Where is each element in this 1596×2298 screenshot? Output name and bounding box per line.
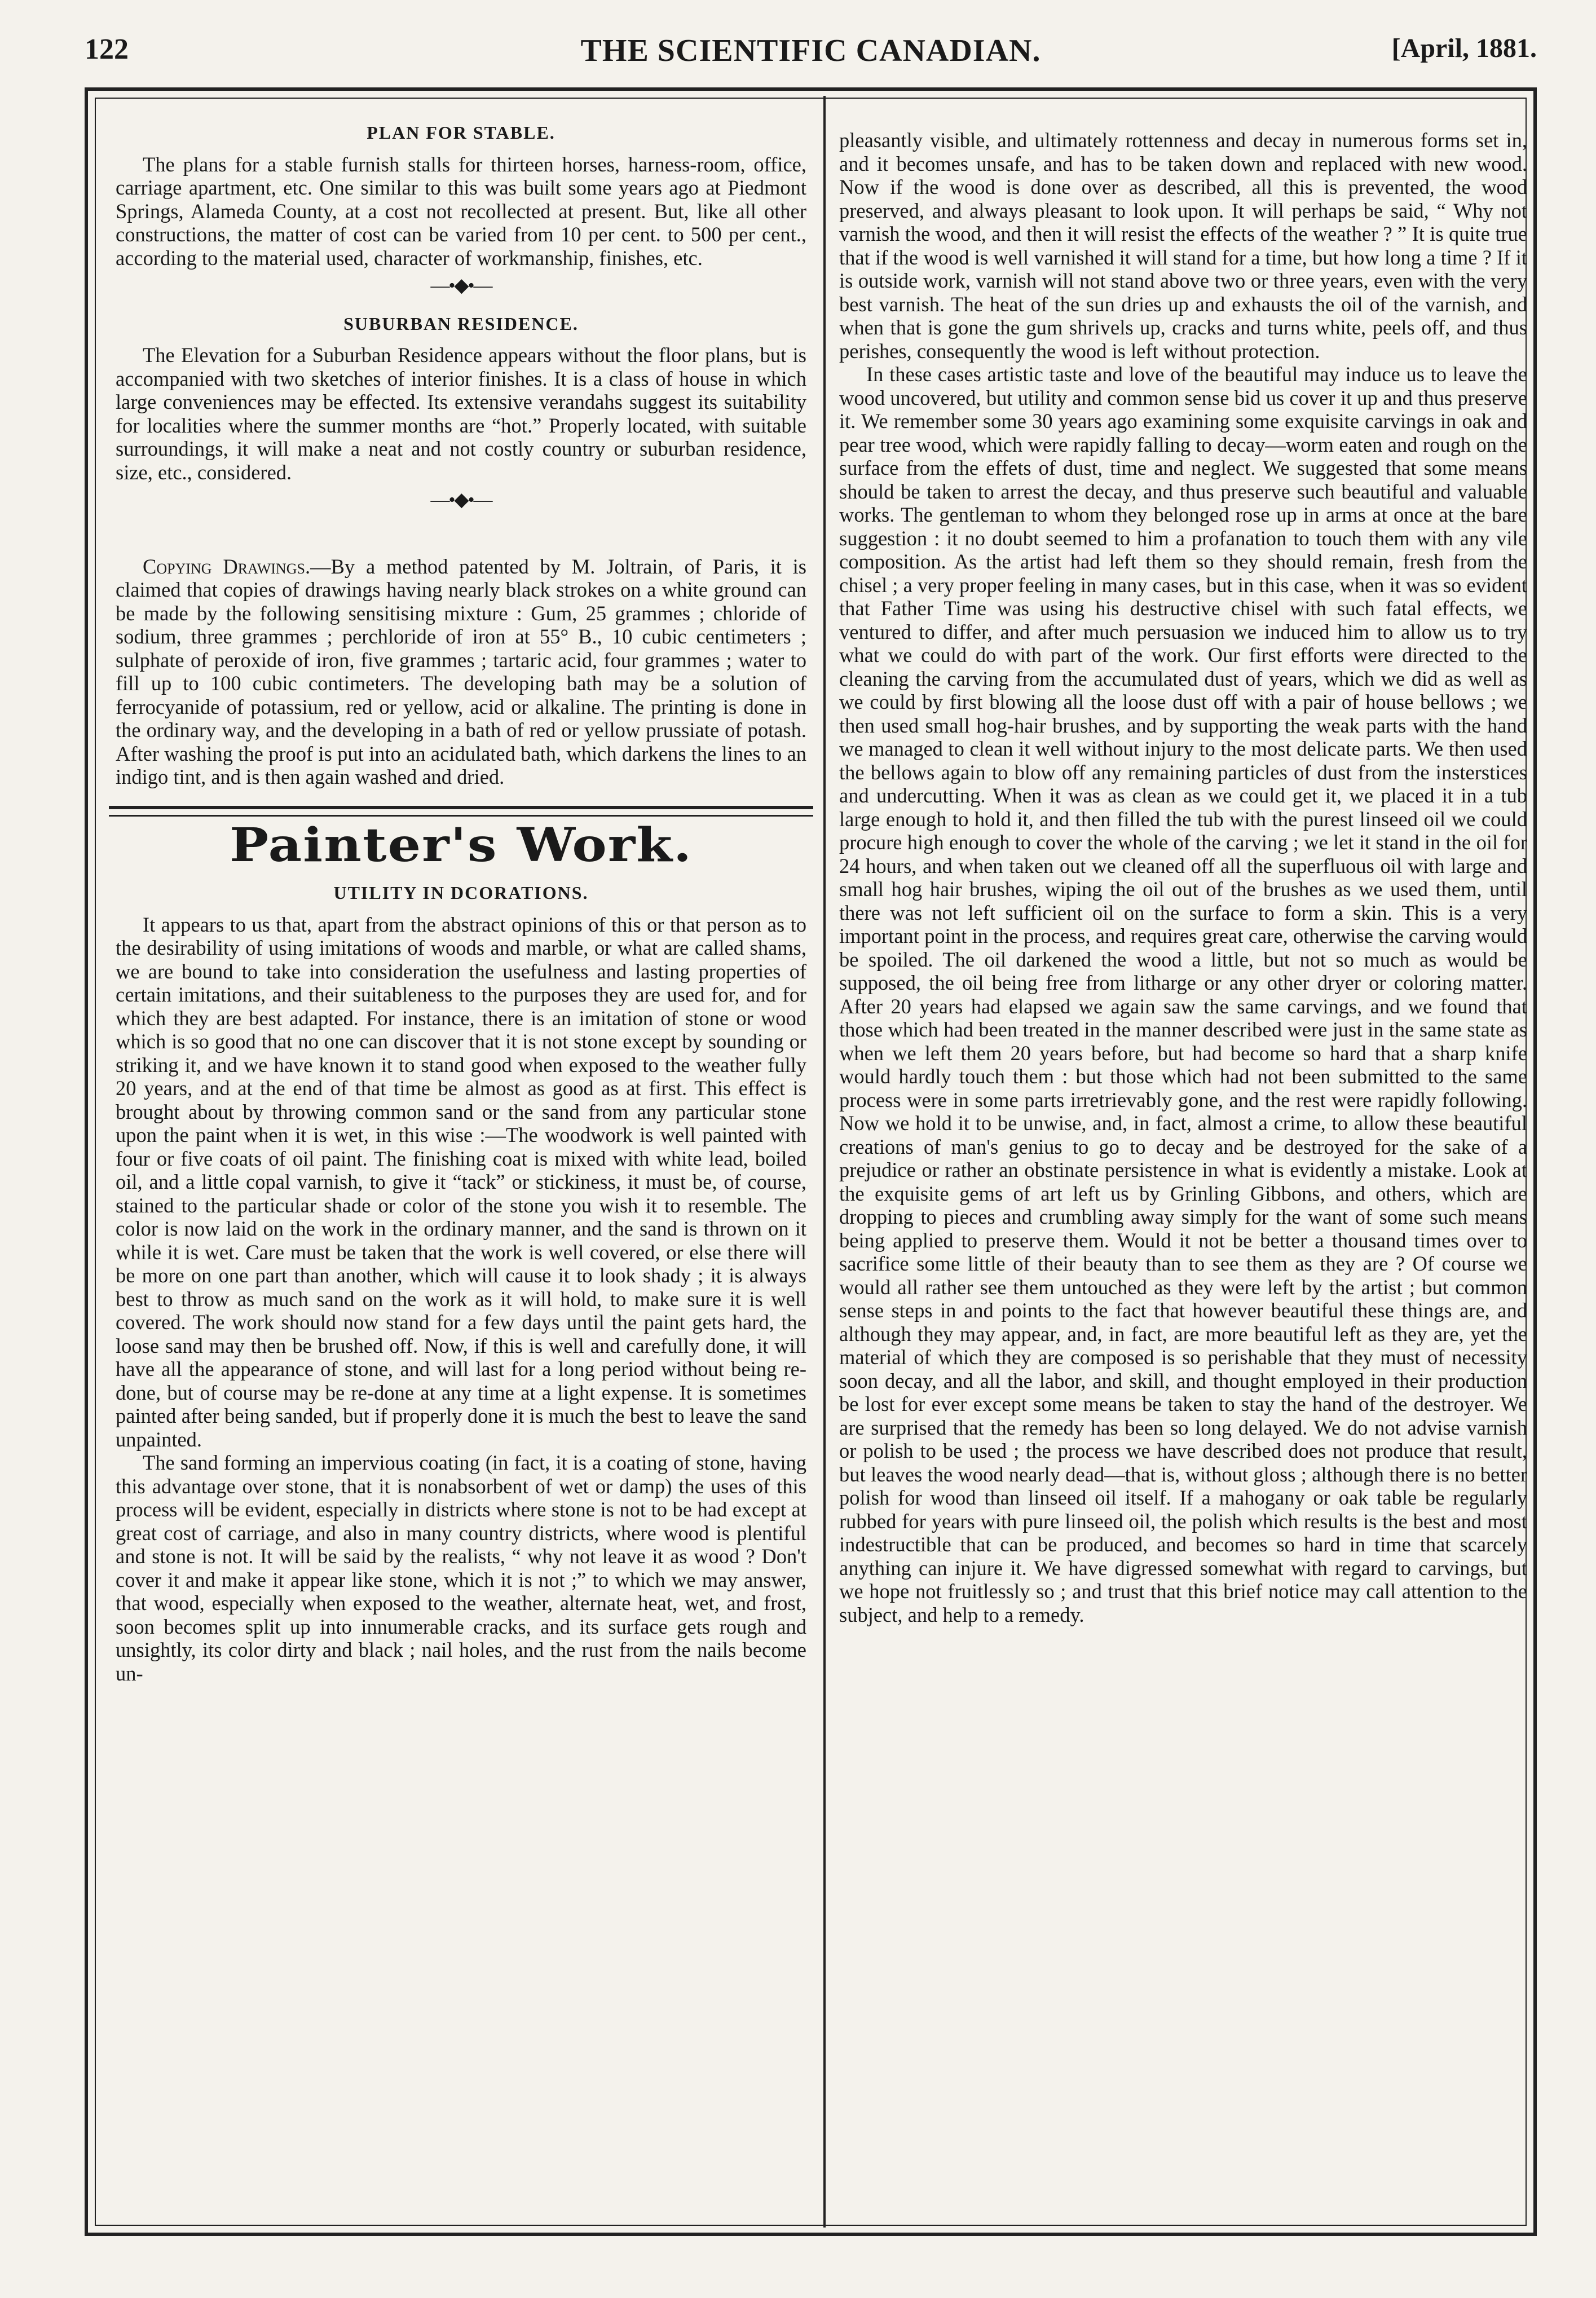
column-divider xyxy=(823,96,826,2228)
suburban-paragraph: The Elevation for a Suburban Residence appears without the floor plans, but is accompanied with two sketches of interior finishes. It is a class of house in which large conveniences may be effected. Its extensive verandahs suggest its suitability for localities where the summer months are “hot.” Properly located, with suitable surroundings, it will make a neat and not costly country or suburban residence, size, etc., considered. xyxy=(116,343,806,484)
ornament-divider: —•◆•— xyxy=(430,275,492,296)
left-column xyxy=(116,121,806,1685)
right-column xyxy=(839,129,1527,1626)
ornament-divider-2: —•◆•— xyxy=(430,489,492,510)
journal-title: THE SCIENTIFIC CANADIAN. xyxy=(580,33,1041,68)
copying-drawings-lead: Copying Drawings. xyxy=(143,554,311,578)
section-rule xyxy=(109,806,813,817)
page-header xyxy=(85,33,1537,67)
suburban-heading: SUBURBAN RESIDENCE. xyxy=(343,313,579,334)
utility-paragraph-1: It appears to us that, apart from the abstract opinions of this or that person as to the desirability of using imitations of woods and marble, or what are called shams, we are bound to take into consideration the usefulness and lasting properties of certain imitations, and their suitableness to the purposes they are used for, and for which they are best adapted. For instance, there is an imitation of stone or wood which is so good that no one can discover that it is not stone except by sounding or striking it, and we have known it to stand good when exposed to the weather fully 20 years, and at the end of that time be almost as good as at first. This effect is brought about by throwing common sand or the sand from any particular stone upon the paint when it is wet, in this wise :—The woodwork is well painted with four or five coats of oil paint. The finishing coat is mixed with white lead, boiled oil, and a little copal varnish, to give it “tack” or stickiness, it must be, of course, stained to the particular shade or color of the stone you wish it to resemble. The color is now laid on the work in the ordinary manner, and the sand is thrown on it while it is wet. Care must be taken that the work is well covered, or else there will be more on one part than another, which will cause it to look shady ; it is always best to throw as much sand on the work as it will hold, to make sure it is well covered. The work should now stand for a few days until the paint gets hard, the loose sand may then be brushed off. Now, if this is well and carefully done, it will have all the appearance of stone, and will last for a long period without being re-done, but of course may be re-done at any time at a light expense. It is sometimes painted after being sanded, but if properly done it is much the best to leave the sand unpainted. xyxy=(116,912,806,1451)
carvings-paragraph: In these cases artistic taste and love of the beautiful may induce us to leave the wood uncovered, but utility and common sense bid us cover it up and thus preserve it. We remember some 30 years ago examining some exquisite carvings in oak and pear tree wood, which were rapidly falling to decay—worm eaten and rough on the surface from the effets of dust, time and neglect. We suggested that some means should be taken to arrest the decay, and thus preserve such beautiful and valuable works. The gentleman to whom they belonged rose up in arms at once at the bare suggestion : it no doubt seemed to him a profanation to touch them with any vile composition. As the artist had left them so they should remain, fresh from the chisel ; a very proper feeling in many cases, but in this case, when it was so evident that Father Time was using his destructive chisel with such fatal effects, we ventured to differ, and after much persuasion we induced him to allow us to try what we could do with part of the work. Our first efforts were directed to the cleaning the carving from the accumulated dust of years, which we did as well as we could by first blowing all the loose dust off with a pair of house bellows ; we then used small hog-hair brushes, and by supporting the weak parts with the hand we managed to clean it well without injury to the most delicate parts. We then used the bellows again to blow off any remaining particles of dust from the insterstices and undercutting. When it was as clean as we could get it, we placed it in a tub large enough to hold it, and then filled the tub with the purest linseed oil we could procure high enough to cover the whole of the carving ; we let it stand in the oil for 24 hours, and when taken out we cleaned off all the superfluous oil with large and small hog hair brushes, wiping the oil out of the brushes as we used them, until there was not left sufficient oil on the surface to form a skin. This is a very important point in the process, and requires great care, otherwise the carving would be spoiled. The oil darkened the wood a little, but not so much as would be supposed, the oil being free from litharge or any other dryer or coloring matter. After 20 years had elapsed we again saw the same carvings, and we found that those which had been treated in the manner described were just in the same state as when we left them 20 years before, but had become so hard that a sharp knife would hardly touch them : but those which had not been submitted to the same process were in some parts irretrievably gone, and the rest were rapidly following. Now we hold it to be unwise, and, in fact, almost a crime, to allow these beautiful creations of man's genius to go to decay and be destroyed for the sake of a prejudice or rather an obstinate persistence in what is evidently a mistake. Look at the exquisite gems of art left us by Grinling Gibbons, and others, which are dropping to pieces and crumbling away simply for the want of some such means being applied to preserve them. Would it not be better a thousand times over to sacrifice some little of their beauty than to see them as they are ? Of course we would all rather see them untouched as they were left by the artist ; but common sense steps in and points to the fact that however beautiful these things are, and although they may appear, and, in fact, are more beautiful left as they are, yet the material of which they are composed is so perishable that they must of necessity soon decay, and all the labor, and skill, and thought employed in their production be lost for ever except some means be taken to stay the hand of the destroyer. We are surprised that the remedy has been so long delayed. We do not advise varnish or polish to be used ; the process we have described does not produce that result, but leaves the wood nearly dead—that is, without gloss ; although there is no better polish for wood than linseed oil itself. If a mahogany or oak table be regularly rubbed for years with pure linseed oil, the polish which results is the best and most indestructible that can be produced, and becomes so hard in time that scarcely anything can injure it. We have digressed somewhat with regard to carvings, but we hope not fruitlessly so ; and trust that this brief notice may call attention to the subject, and help to a remedy. xyxy=(839,363,1527,1626)
page-number: 122 xyxy=(85,33,129,65)
continued-paragraph: pleasantly visible, and ultimately rottenness and decay in numerous forms set in, and it becomes unsafe, and has to be taken down and replaced with new wood. Now if the wood is done over as described, all this is prevented, the wood preserved, and always pleasant to look upon. It will perhaps be said, “ Why not varnish the wood, and then it will resist the effects of the weather ? ” It is quite true that if the wood is well varnished it will stand for a time, but how long a time ? If it is outside work, varnish will not stand above two or three years, even with the very best varnish. The heat of the sun dries up and exhausts the oil of the varnish, and when that is gone the gum shrivels up, cracks and turns white, peels off, and thus perishes, consequently the wood is left without protection. xyxy=(839,129,1527,363)
copying-drawings-text: —By a method patented by M. Joltrain, of Paris, it is claimed that copies of drawings having nearly black strokes on a white ground can be made by the following sensitising mixture : Gum, 25 grammes ; chloride of sodium, three grammes ; perchloride of iron at 55° B., 10 cubic centimeters ; sulphate of peroxide of iron, five grammes ; tartaric acid, four grammes ; water to fill up to 100 cubic contimeters. The developing bath may be a solution of ferrocyanide of potassium, red or yellow, acid or alkaline. The printing is done in the ordinary way, and the developing in a bath of red or yellow prussiate of potash. After washing the proof is put into an acidulated bath, which darkens the lines to an indigo tint, and is then again washed and dried. xyxy=(116,554,806,788)
utility-heading: UTILITY IN DCORATIONS. xyxy=(333,883,589,903)
department-title: Painter's Work. xyxy=(229,817,693,872)
stable-paragraph: The plans for a stable furnish stalls for thirteen horses, harness-room, office, carriage apartment, etc. One similar to this was built some years ago at Piedmont Springs, Alameda County, at a cost not recollected at present. But, like all other constructions, the matter of cost can be varied from 10 per cent. to 500 per cent., according to the material used, character of workmanship, finishes, etc. xyxy=(116,152,806,270)
stable-heading: PLAN FOR STABLE. xyxy=(367,122,555,143)
copying-drawings-paragraph xyxy=(116,555,806,789)
issue-date: [April, 1881. xyxy=(1391,33,1537,63)
utility-paragraph-2: The sand forming an impervious coating (in fact, it is a coating of stone, having this advantage over stone, that it is nonabsorbent of wet or damp) the uses of this process will be evident, especially in districts where stone is not to be had except at great cost of carriage, and also in many country districts, where wood is plentiful and stone is not. It will be said by the realists, “ why not leave it as wood ? Don't cover it and make it appear like stone, which it is not ;” to which we may answer, that wood, especially when exposed to the weather, alternate heat, wet, and frost, soon becomes split up into innumerable cracks, and its surface gets rough and unsightly, its color dirty and black ; nail holes, and the rust from the nails become un- xyxy=(116,1451,806,1685)
